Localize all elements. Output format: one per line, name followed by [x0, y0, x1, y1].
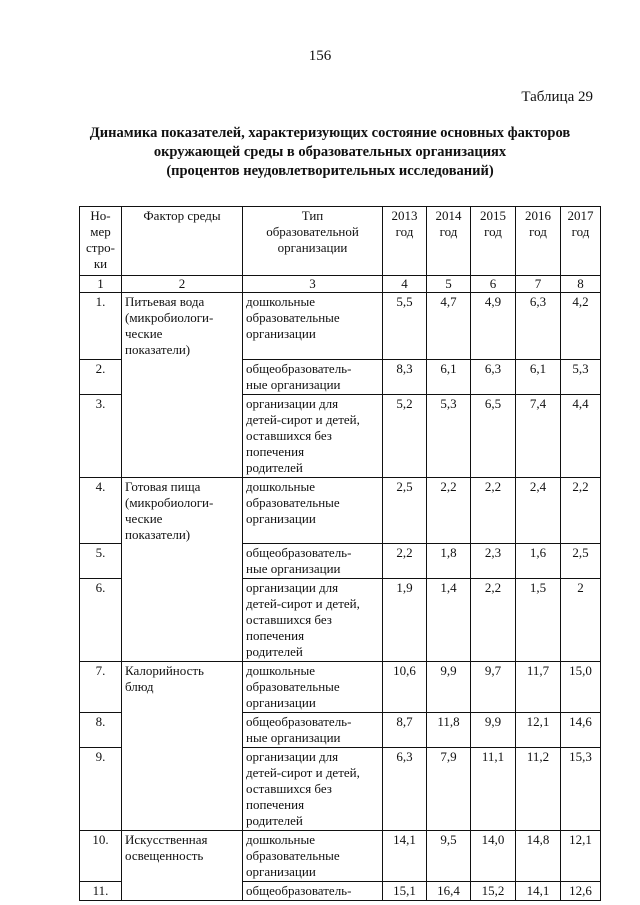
table-row: [80, 748, 601, 831]
factor-line: Калорийность: [125, 663, 204, 678]
value-cell: 5,2: [383, 394, 427, 477]
value-cell: 6,3: [383, 748, 427, 831]
value-cell: 10,6: [383, 662, 427, 713]
value-cell: 14,0: [471, 831, 516, 882]
org-type-line: организации: [246, 695, 316, 710]
table-label: Таблица 29: [521, 89, 593, 105]
org-type-line: организации для: [246, 580, 339, 595]
factor-cell: [122, 544, 243, 579]
column-index: 5: [427, 276, 471, 293]
factor-cell: [122, 293, 243, 360]
factor-line: (микробиологи-: [125, 310, 214, 325]
factor-cell: [122, 579, 243, 662]
value-cell: 14,6: [561, 713, 601, 748]
column-index: 3: [243, 276, 383, 293]
value-cell: 6,3: [516, 293, 561, 360]
header-line: ки: [93, 256, 108, 271]
row-number: 11.: [80, 882, 122, 901]
value-cell: 1,4: [427, 579, 471, 662]
value-cell: 1,9: [383, 579, 427, 662]
org-type-line: родителей: [246, 459, 303, 475]
table-row: [80, 662, 601, 713]
column-index: 7: [516, 276, 561, 293]
org-type-line: родителей: [246, 813, 303, 828]
title-line: Динамика показателей, характеризующих состояние основных факторов: [89, 125, 571, 141]
org-type-line: попечения: [246, 443, 305, 459]
value-cell: 4,7: [427, 293, 471, 360]
factor-line: ческие: [125, 510, 163, 526]
org-type-line: попечения: [246, 797, 305, 812]
data-table: [79, 206, 601, 901]
header-line: организации: [277, 240, 348, 255]
factor-cell: [122, 831, 243, 882]
value-cell: 6,1: [427, 359, 471, 394]
value-cell: 12,1: [561, 831, 601, 882]
value-cell: 4,4: [561, 394, 601, 477]
value-cell: 4,9: [471, 293, 516, 360]
org-type-cell: [243, 477, 383, 544]
header-line: стро-: [86, 240, 115, 255]
header-year: [471, 207, 516, 276]
value-cell: 9,5: [427, 831, 471, 882]
org-type-cell: [243, 748, 383, 831]
column-index: 8: [561, 276, 601, 293]
factor-line: блюд: [125, 679, 154, 694]
org-type-line: детей-сирот и детей,: [246, 596, 360, 611]
factor-cell: [122, 394, 243, 477]
factor-cell: [122, 662, 243, 713]
value-cell: 12,6: [561, 882, 601, 901]
header-year: [516, 207, 561, 276]
org-type-cell: [243, 359, 383, 394]
row-number: 9.: [80, 748, 122, 831]
value-cell: 1,6: [516, 544, 561, 579]
value-cell: 1,8: [427, 544, 471, 579]
header-row-number: [80, 207, 122, 276]
header-line: 2017: [567, 208, 594, 223]
org-type-line: организации: [246, 326, 316, 341]
row-number: 4.: [80, 477, 122, 544]
org-type-cell: [243, 662, 383, 713]
value-cell: 5,5: [383, 293, 427, 360]
header-line: 2016: [525, 208, 551, 223]
org-type-line: образовательные: [246, 310, 340, 325]
table-row: [80, 477, 601, 544]
org-type-line: ные организации: [246, 561, 341, 576]
column-index: 1: [80, 276, 122, 293]
header-line: образовательной: [266, 224, 359, 239]
value-cell: 2: [561, 579, 601, 662]
header-line: мер: [90, 224, 111, 239]
factor-cell: [122, 477, 243, 544]
page-number: 156: [308, 48, 332, 64]
org-type-line: попечения: [246, 628, 305, 643]
value-cell: 15,1: [383, 882, 427, 901]
org-type-cell: [243, 713, 383, 748]
row-number: 1.: [80, 293, 122, 360]
value-cell: 1,5: [516, 579, 561, 662]
header-line: год: [484, 224, 502, 239]
org-type-cell: [243, 882, 383, 901]
value-cell: 8,7: [383, 713, 427, 748]
org-type-line: дошкольные: [246, 294, 315, 309]
org-type-line: ные организации: [246, 376, 341, 392]
header-row: [80, 207, 601, 276]
org-type-line: детей-сирот и детей,: [246, 411, 360, 427]
table-row: [80, 713, 601, 748]
org-type-line: общеобразователь-: [246, 883, 352, 898]
header-factor: [122, 207, 243, 276]
header-line: год: [395, 224, 414, 239]
value-cell: 9,7: [471, 662, 516, 713]
org-type-cell: [243, 579, 383, 662]
org-type-line: организации для: [246, 749, 339, 764]
value-cell: 6,3: [471, 359, 516, 394]
table-row: [80, 394, 601, 477]
value-cell: 11,1: [471, 748, 516, 831]
org-type-cell: [243, 293, 383, 360]
value-cell: 9,9: [427, 662, 471, 713]
header-org-type: [243, 207, 383, 276]
column-index: 2: [122, 276, 243, 293]
value-cell: 2,2: [471, 477, 516, 544]
factor-line: Питьевая вода: [125, 294, 205, 309]
org-type-line: дошкольные: [246, 478, 315, 494]
value-cell: 9,9: [471, 713, 516, 748]
header-line: год: [439, 224, 458, 239]
value-cell: 4,2: [561, 293, 601, 360]
header-line: Фактор среды: [143, 208, 221, 223]
factor-cell: [122, 882, 243, 901]
factor-line: освещенность: [125, 848, 204, 863]
value-cell: 6,5: [471, 394, 516, 477]
header-line: год: [571, 224, 590, 239]
org-type-line: образовательные: [246, 848, 340, 863]
org-type-line: дошкольные: [246, 663, 315, 678]
header-year: [383, 207, 427, 276]
value-cell: 7,4: [516, 394, 561, 477]
value-cell: 2,2: [471, 579, 516, 662]
factor-line: ческие: [125, 326, 163, 341]
row-number: 3.: [80, 394, 122, 477]
value-cell: 16,4: [427, 882, 471, 901]
factor-line: показатели): [125, 342, 191, 357]
table-title: [70, 124, 590, 181]
column-index: 4: [383, 276, 427, 293]
value-cell: 2,2: [383, 544, 427, 579]
header-line: Но-: [90, 208, 111, 223]
org-type-cell: [243, 831, 383, 882]
row-number: 2.: [80, 359, 122, 394]
header-year: [561, 207, 601, 276]
table-row: [80, 882, 601, 901]
factor-line: Готовая пища: [125, 478, 201, 494]
org-type-line: общеобразователь-: [246, 545, 352, 560]
org-type-line: организации для: [246, 395, 339, 411]
value-cell: 15,2: [471, 882, 516, 901]
table-row: [80, 579, 601, 662]
table-row: [80, 359, 601, 394]
row-number: 8.: [80, 713, 122, 748]
org-type-line: образовательные: [246, 679, 340, 694]
factor-line: Искусственная: [125, 832, 208, 847]
factor-cell: [122, 713, 243, 748]
org-type-line: организации: [246, 510, 316, 526]
table-row: [80, 544, 601, 579]
value-cell: 11,7: [516, 662, 561, 713]
org-type-line: организации: [246, 864, 316, 879]
value-cell: 15,3: [561, 748, 601, 831]
value-cell: 11,8: [427, 713, 471, 748]
table-row: [80, 831, 601, 882]
factor-cell: [122, 748, 243, 831]
org-type-cell: [243, 544, 383, 579]
org-type-line: родителей: [246, 644, 303, 659]
value-cell: 7,9: [427, 748, 471, 831]
value-cell: 14,8: [516, 831, 561, 882]
value-cell: 2,2: [561, 477, 601, 544]
org-type-line: оставшихся без: [246, 781, 332, 796]
org-type-line: детей-сирот и детей,: [246, 765, 360, 780]
title-line: (процентов неудовлетворительных исследований): [166, 163, 494, 179]
value-cell: 2,5: [383, 477, 427, 544]
value-cell: 5,3: [561, 359, 601, 394]
value-cell: 11,2: [516, 748, 561, 831]
org-type-line: образовательные: [246, 494, 340, 510]
org-type-line: ные организации: [246, 730, 341, 745]
column-index: 6: [471, 276, 516, 293]
value-cell: 6,1: [516, 359, 561, 394]
value-cell: 2,3: [471, 544, 516, 579]
value-cell: 5,3: [427, 394, 471, 477]
header-line: 2015: [480, 208, 506, 223]
row-number: 7.: [80, 662, 122, 713]
header-line: Тип: [301, 208, 324, 223]
value-cell: 15,0: [561, 662, 601, 713]
org-type-line: дошкольные: [246, 832, 315, 847]
org-type-line: оставшихся без: [246, 612, 332, 627]
value-cell: 14,1: [383, 831, 427, 882]
header-line: год: [529, 224, 547, 239]
org-type-line: общеобразователь-: [246, 360, 352, 376]
row-number: 10.: [80, 831, 122, 882]
title-line: окружающей среды в образовательных организациях: [153, 144, 507, 160]
org-type-line: общеобразователь-: [246, 714, 352, 729]
factor-line: показатели): [125, 526, 191, 542]
row-number: 6.: [80, 579, 122, 662]
header-year: [427, 207, 471, 276]
value-cell: 2,5: [561, 544, 601, 579]
value-cell: 2,2: [427, 477, 471, 544]
header-line: 2013: [391, 208, 418, 223]
table-row: [80, 293, 601, 360]
header-line: 2014: [435, 208, 462, 223]
column-index-row: [80, 276, 601, 293]
row-number: 5.: [80, 544, 122, 579]
value-cell: 8,3: [383, 359, 427, 394]
value-cell: 2,4: [516, 477, 561, 544]
factor-cell: [122, 359, 243, 394]
factor-line: (микробиологи-: [125, 494, 214, 510]
org-type-cell: [243, 394, 383, 477]
value-cell: 12,1: [516, 713, 561, 748]
org-type-line: оставшихся без: [246, 427, 332, 443]
value-cell: 14,1: [516, 882, 561, 901]
